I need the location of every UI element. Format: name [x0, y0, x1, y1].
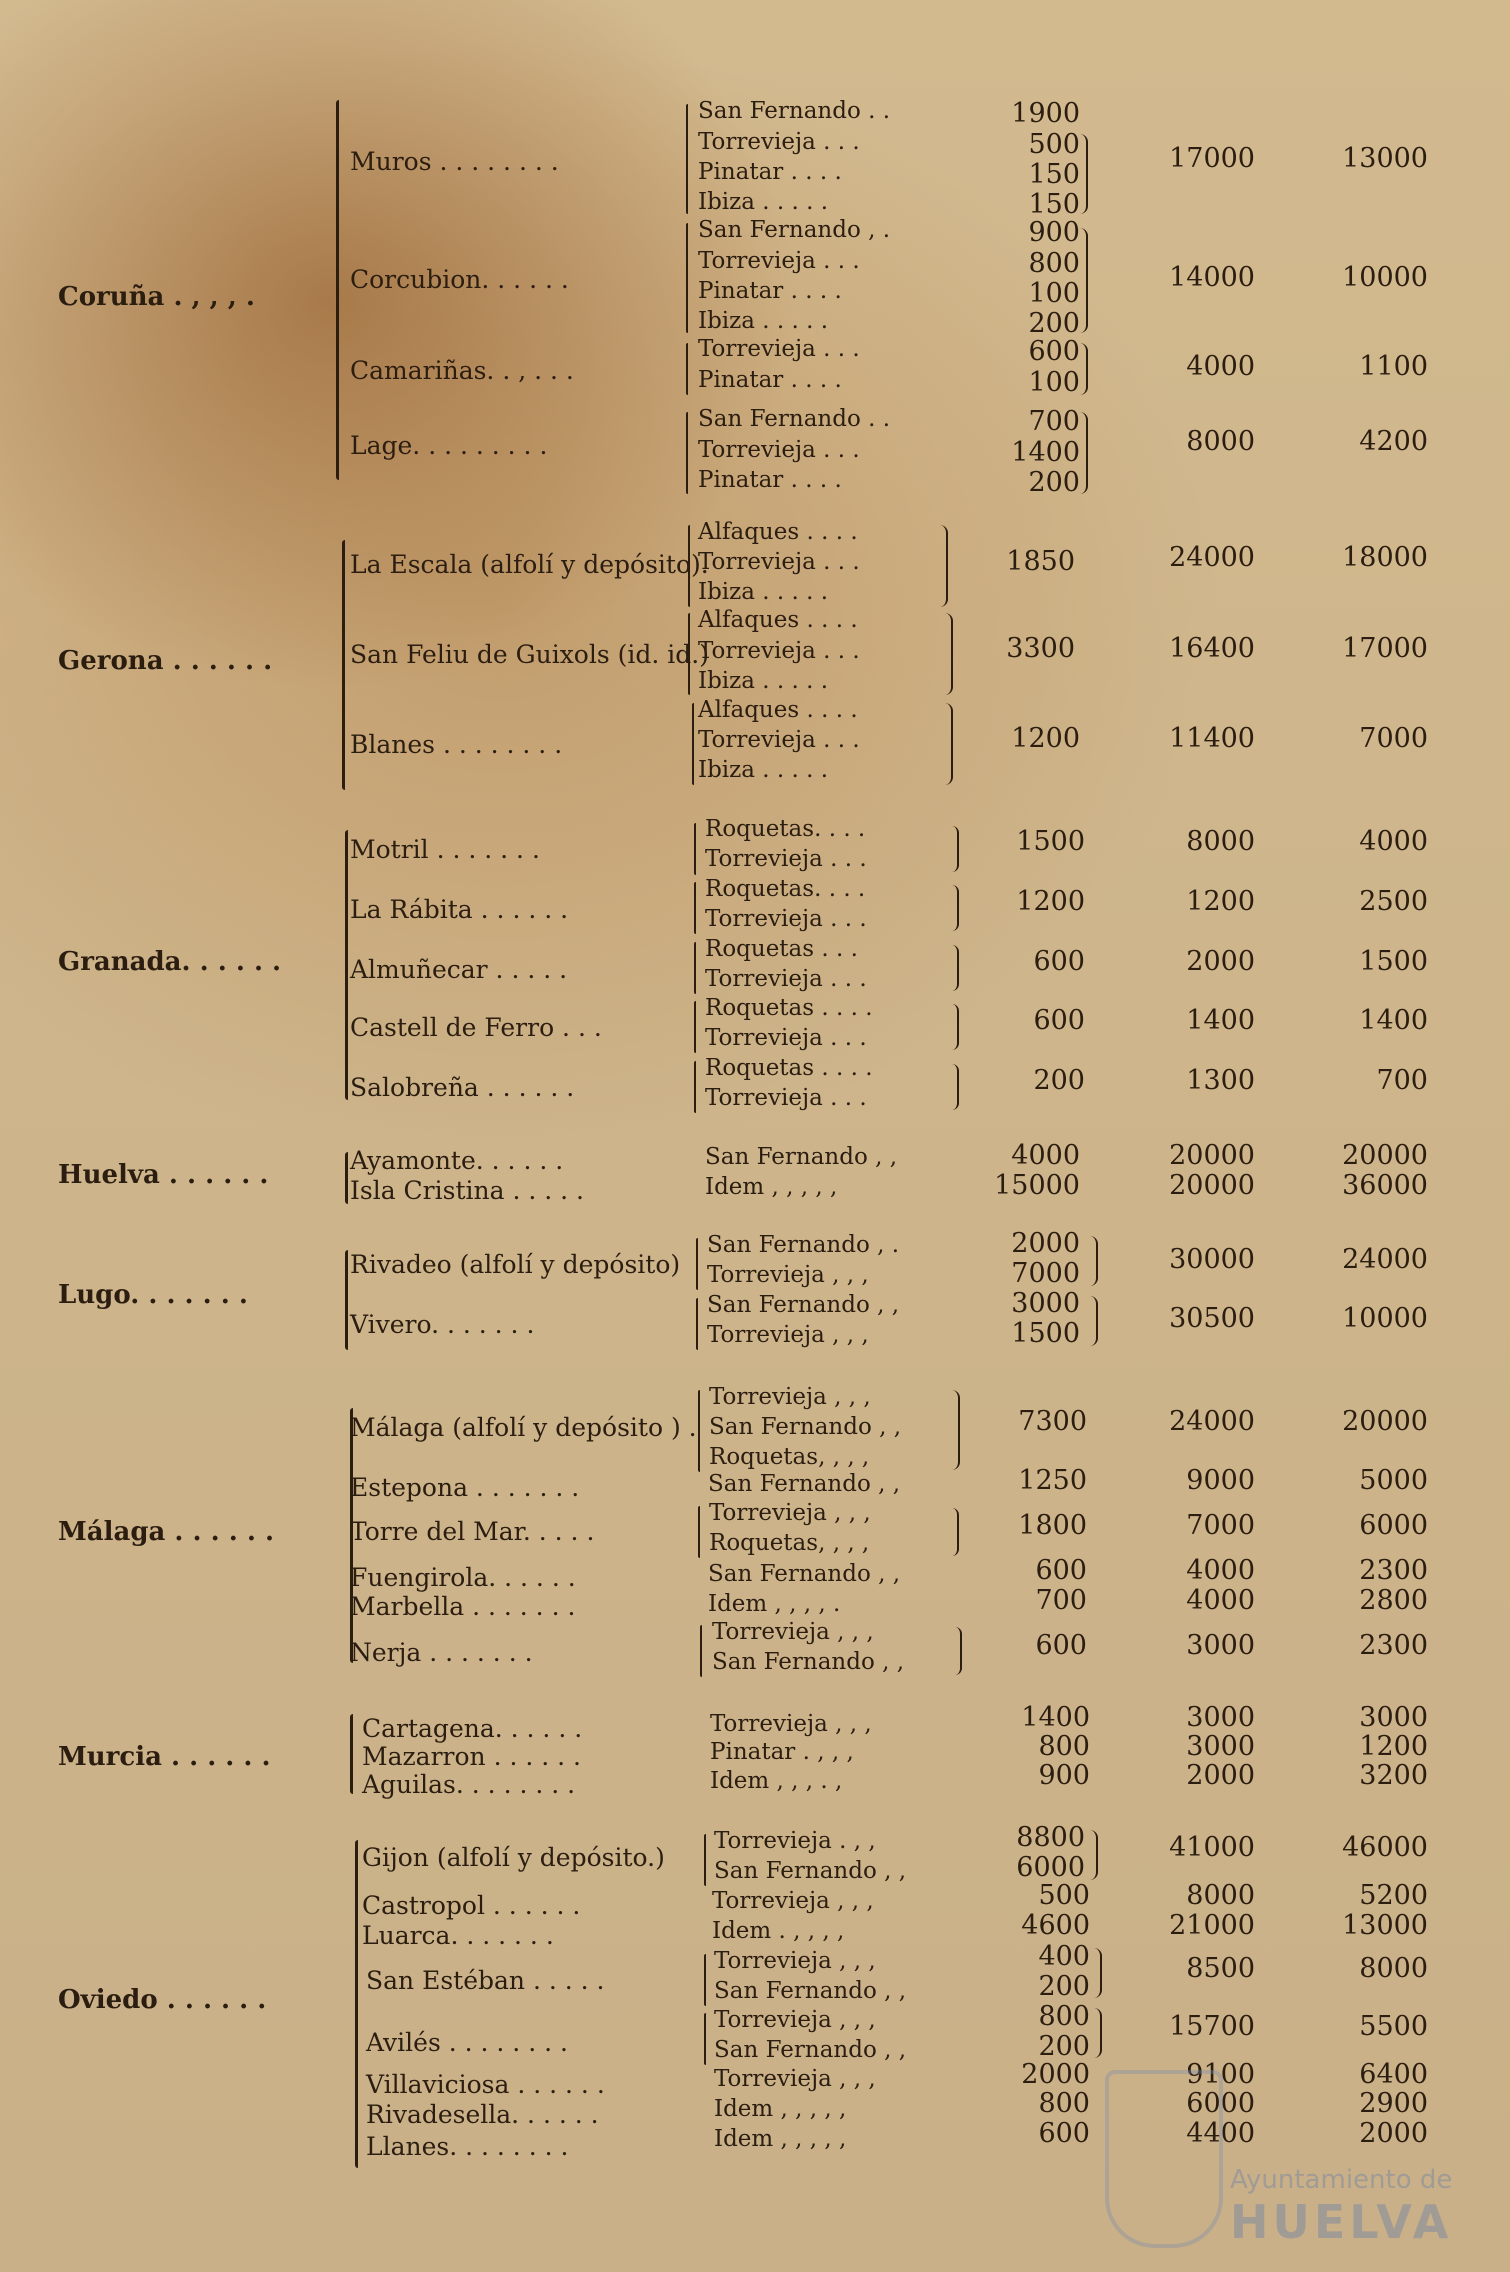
amount-value: 400: [1038, 1941, 1090, 1972]
source-brace: [686, 412, 688, 494]
source-name: Torrevieja . . .: [705, 906, 867, 932]
source-name: San Fernando . .: [698, 406, 891, 432]
value-column-2: 30000: [1169, 1244, 1255, 1275]
amount-value: 1200: [1016, 886, 1085, 917]
source-brace: [694, 942, 696, 994]
source-name: Torrevieja , , ,: [714, 2007, 876, 2033]
amount-value: 2000: [1011, 1228, 1080, 1259]
amount-value: 900: [1038, 1760, 1090, 1791]
value-column-2: 2000: [1186, 1760, 1255, 1791]
value-column-3: 6400: [1359, 2059, 1428, 2090]
amount-brace: [1090, 1830, 1098, 1880]
port-name: Torre del Mar. . . . .: [350, 1517, 595, 1546]
value-column-2: 3000: [1186, 1702, 1255, 1733]
source-name: San Fernando . .: [698, 98, 891, 124]
source-name: San Fernando , ,: [708, 1561, 901, 1587]
province-label: Lugo. . . . . . .: [58, 1280, 248, 1310]
source-name: Pinatar . . . .: [698, 159, 842, 185]
port-name: Castell de Ferro . . .: [350, 1013, 602, 1042]
source-name: Torrevieja . . .: [698, 336, 860, 362]
source-brace: [688, 525, 690, 607]
province-brace: [345, 1250, 348, 1350]
source-name: Ibiza . . . . .: [698, 668, 829, 694]
value-column-2: 21000: [1169, 1910, 1255, 1941]
value-column-3: 4200: [1359, 426, 1428, 457]
amount-brace: [1090, 1296, 1098, 1346]
source-name: Ibiza . . . . .: [698, 757, 829, 783]
province-brace: [336, 100, 339, 480]
source-name: Torrevieja . . .: [705, 1085, 867, 1111]
value-column-2: 1300: [1186, 1065, 1255, 1096]
value-column-3: 17000: [1342, 633, 1428, 664]
province-label: Huelva . . . . . .: [58, 1160, 269, 1190]
value-column-2: 4400: [1186, 2118, 1255, 2149]
source-name: Torrevieja . . .: [698, 638, 860, 664]
value-column-2: 11400: [1169, 723, 1255, 754]
source-name: San Fernando , ,: [707, 1292, 900, 1318]
value-column-3: 8000: [1359, 1953, 1428, 1984]
amount-value: 200: [1028, 308, 1080, 339]
source-name: Roquetas, , , ,: [709, 1444, 870, 1470]
amount-value: 800: [1028, 248, 1080, 279]
value-column-2: 8500: [1186, 1953, 1255, 1984]
province-label: Gerona . . . . . .: [58, 646, 273, 676]
value-column-2: 17000: [1169, 143, 1255, 174]
source-name: San Fernando , ,: [705, 1144, 898, 1170]
source-name: San Fernando , .: [707, 1232, 900, 1258]
source-name: Torrevieja . , ,: [714, 1828, 876, 1854]
port-name: La Rábita . . . . . .: [350, 895, 569, 924]
source-brace: [686, 104, 688, 214]
amount-value: 600: [1035, 1630, 1087, 1661]
source-brace: [698, 1506, 700, 1558]
source-name: San Fernando , ,: [709, 1414, 902, 1440]
amount-value: 1250: [1018, 1465, 1087, 1496]
amount-brace: [1090, 1236, 1098, 1286]
value-column-3: 46000: [1342, 1832, 1428, 1863]
amount-value: 200: [1028, 467, 1080, 498]
province-brace: [350, 1714, 353, 1794]
amount-value: 700: [1035, 1585, 1087, 1616]
source-name: Roquetas, , , ,: [709, 1530, 870, 1556]
amount-value: 200: [1038, 1971, 1090, 2002]
amount-value: 500: [1028, 129, 1080, 160]
province-label: Granada. . . . . .: [58, 947, 282, 977]
port-name: Cartagena. . . . . .: [362, 1714, 583, 1743]
value-column-2: 9100: [1186, 2059, 1255, 2090]
value-column-3: 4000: [1359, 826, 1428, 857]
port-name: Rivadeo (alfolí y depósito): [350, 1250, 681, 1279]
port-name: Isla Cristina . . . . .: [350, 1176, 584, 1205]
value-column-2: 8000: [1186, 826, 1255, 857]
amount-value: 100: [1028, 278, 1080, 309]
source-name: Pinatar . . . .: [698, 278, 842, 304]
port-name: Salobreña . . . . . .: [350, 1073, 575, 1102]
value-column-3: 1400: [1359, 1005, 1428, 1036]
amount-brace: [1080, 412, 1088, 494]
source-brace: [694, 882, 696, 934]
port-name: Almuñecar . . . . .: [350, 955, 568, 984]
value-column-3: 2300: [1359, 1555, 1428, 1586]
value-column-3: 7000: [1359, 723, 1428, 754]
source-name: San Fernando , ,: [714, 1858, 907, 1884]
value-column-2: 15700: [1169, 2011, 1255, 2042]
amount-value: 100: [1028, 367, 1080, 398]
value-column-2: 1200: [1186, 886, 1255, 917]
amount-value: 1400: [1011, 437, 1080, 468]
amount-value: 150: [1028, 159, 1080, 190]
amount-brace: [1080, 228, 1088, 333]
source-brace: [698, 1390, 700, 1472]
value-column-3: 3000: [1359, 1702, 1428, 1733]
value-column-3: 24000: [1342, 1244, 1428, 1275]
port-name: Muros . . . . . . . .: [350, 147, 559, 176]
source-name: Torrevieja . . .: [705, 1025, 867, 1051]
source-name: San Fernando , ,: [712, 1649, 905, 1675]
value-column-3: 2900: [1359, 2088, 1428, 2119]
value-column-2: 4000: [1186, 351, 1255, 382]
source-name: Torrevieja , , ,: [712, 1888, 874, 1914]
value-column-3: 36000: [1342, 1170, 1428, 1201]
value-column-3: 20000: [1342, 1406, 1428, 1437]
value-column-3: 5000: [1359, 1465, 1428, 1496]
watermark-line-1: Ayuntamiento de: [1230, 2165, 1453, 2195]
amount-value: 1850: [1006, 546, 1075, 577]
amount-value: 600: [1033, 1005, 1085, 1036]
province-label: Coruña . , , , .: [58, 282, 255, 312]
source-name: Torrevieja . . .: [698, 549, 860, 575]
coat-of-arms-icon: [1105, 2070, 1223, 2248]
value-column-3: 2000: [1359, 2118, 1428, 2149]
value-column-3: 5500: [1359, 2011, 1428, 2042]
source-brace: [696, 1238, 698, 1290]
value-column-2: 20000: [1169, 1140, 1255, 1171]
port-name: Villaviciosa . . . . . .: [366, 2070, 605, 2099]
source-name: Idem . , , , ,: [712, 1918, 845, 1944]
source-name: Torrevieja , , ,: [712, 1619, 874, 1645]
amount-value: 800: [1038, 2088, 1090, 2119]
port-name: San Estéban . . . . .: [366, 1966, 605, 1995]
value-column-3: 18000: [1342, 542, 1428, 573]
value-column-2: 3000: [1186, 1731, 1255, 1762]
amount-value: 4000: [1011, 1140, 1080, 1171]
amount-value: 2000: [1021, 2059, 1090, 2090]
source-name: Torrevieja , , ,: [709, 1500, 871, 1526]
amount-value: 1200: [1011, 723, 1080, 754]
port-name: Avilés . . . . . . . .: [366, 2028, 568, 2057]
port-name: Corcubion. . . . . .: [350, 265, 569, 294]
value-column-3: 10000: [1342, 262, 1428, 293]
source-name: Torrevieja , , ,: [714, 1948, 876, 1974]
source-brace: [688, 613, 690, 695]
source-name: Idem , , , , ,: [714, 2096, 847, 2122]
value-column-2: 9000: [1186, 1465, 1255, 1496]
value-column-2: 3000: [1186, 1630, 1255, 1661]
port-name: Málaga (alfolí y depósito ) .: [350, 1413, 697, 1442]
port-name: Luarca. . . . . . .: [362, 1921, 554, 1950]
value-column-2: 41000: [1169, 1832, 1255, 1863]
port-name: Marbella . . . . . . .: [350, 1592, 576, 1621]
source-name: Roquetas . . .: [705, 936, 858, 962]
port-name: Castropol . . . . . .: [362, 1891, 581, 1920]
port-name: Gijon (alfolí y depósito.): [362, 1843, 665, 1872]
amount-brace: [1094, 2008, 1102, 2058]
amount-brace: [1094, 1948, 1102, 1998]
source-brace: [704, 1954, 706, 2006]
port-name: Mazarron . . . . . .: [362, 1742, 581, 1771]
amount-value: 500: [1038, 1880, 1090, 1911]
value-column-3: 10000: [1342, 1303, 1428, 1334]
value-column-2: 1400: [1186, 1005, 1255, 1036]
value-column-3: 3200: [1359, 1760, 1428, 1791]
port-name: Llanes. . . . . . . .: [366, 2132, 569, 2161]
source-brace: [704, 1834, 706, 1886]
source-name: Torrevieja . . .: [698, 437, 860, 463]
watermark: [1105, 2050, 1505, 2250]
source-name: Ibiza . . . . .: [698, 308, 829, 334]
source-brace: [696, 1298, 698, 1350]
source-name: Ibiza . . . . .: [698, 189, 829, 215]
source-name: Torrevieja , , ,: [714, 2066, 876, 2092]
source-name: Roquetas. . . .: [705, 816, 866, 842]
source-name: Torrevieja . . .: [705, 846, 867, 872]
amount-value: 1900: [1011, 98, 1080, 129]
port-name: Vivero. . . . . . .: [350, 1310, 535, 1339]
amount-value: 150: [1028, 189, 1080, 220]
value-column-2: 4000: [1186, 1555, 1255, 1586]
value-column-2: 30500: [1169, 1303, 1255, 1334]
amount-value: 200: [1033, 1065, 1085, 1096]
value-column-3: 1500: [1359, 946, 1428, 977]
amount-brace: [1080, 134, 1088, 214]
source-name: Roquetas . . . .: [705, 995, 873, 1021]
province-label: Murcia . . . . . .: [58, 1742, 271, 1772]
amount-value: 900: [1028, 217, 1080, 248]
source-name: Idem , , , , .: [708, 1591, 841, 1617]
source-brace: [692, 703, 694, 785]
value-column-3: 2300: [1359, 1630, 1428, 1661]
source-name: Torrevieja . . .: [698, 248, 860, 274]
source-brace: [694, 1001, 696, 1053]
port-name: Blanes . . . . . . . .: [350, 730, 563, 759]
source-brace: [694, 823, 696, 875]
amount-value: 7300: [1018, 1406, 1087, 1437]
amount-value: 200: [1038, 2031, 1090, 2062]
value-column-3: 20000: [1342, 1140, 1428, 1171]
value-column-2: 8000: [1186, 426, 1255, 457]
port-name: Camariñas. . , . . .: [350, 356, 574, 385]
port-name: Ayamonte. . . . . .: [350, 1146, 564, 1175]
source-name: Torrevieja . . .: [698, 129, 860, 155]
value-column-3: 5200: [1359, 1880, 1428, 1911]
source-name: Idem , , , , ,: [714, 2126, 847, 2152]
source-name: Torrevieja , , ,: [707, 1322, 869, 1348]
watermark-line-2: HUELVA: [1230, 2195, 1453, 2249]
amount-value: 1800: [1018, 1510, 1087, 1541]
amount-value: 6000: [1016, 1852, 1085, 1883]
value-column-2: 24000: [1169, 542, 1255, 573]
amount-value: 4600: [1021, 1910, 1090, 1941]
source-name: Torrevieja . . .: [698, 727, 860, 753]
source-brace: [686, 223, 688, 333]
amount-value: 1500: [1011, 1318, 1080, 1349]
source-name: Roquetas . . . .: [705, 1055, 873, 1081]
source-name: San Fernando , ,: [714, 1978, 907, 2004]
source-brace: [694, 1061, 696, 1113]
source-name: Roquetas. . . .: [705, 876, 866, 902]
amount-value: 600: [1035, 1555, 1087, 1586]
value-column-3: 700: [1376, 1065, 1428, 1096]
province-brace: [342, 540, 345, 790]
province-label: Oviedo . . . . . .: [58, 1985, 267, 2015]
source-name: San Fernando , .: [698, 217, 891, 243]
value-column-2: 14000: [1169, 262, 1255, 293]
source-name: San Fernando , ,: [714, 2037, 907, 2063]
amount-value: 600: [1028, 336, 1080, 367]
value-column-2: 4000: [1186, 1585, 1255, 1616]
value-column-2: 8000: [1186, 1880, 1255, 1911]
amount-value: 800: [1038, 1731, 1090, 1762]
value-column-2: 2000: [1186, 946, 1255, 977]
amount-value: 700: [1028, 406, 1080, 437]
port-name: Aguilas. . . . . . . .: [362, 1770, 576, 1799]
port-name: Rivadesella. . . . . .: [366, 2100, 599, 2129]
port-name: Estepona . . . . . . .: [350, 1473, 580, 1502]
value-column-3: 1100: [1359, 351, 1428, 382]
port-name: Nerja . . . . . . .: [350, 1638, 533, 1667]
value-column-2: 7000: [1186, 1510, 1255, 1541]
source-name: Idem , , , . ,: [710, 1768, 843, 1794]
amount-value: 8800: [1016, 1822, 1085, 1853]
source-name: Pinatar . . . .: [698, 367, 842, 393]
port-name: Motril . . . . . . .: [350, 835, 540, 864]
value-column-2: 16400: [1169, 633, 1255, 664]
value-column-3: 13000: [1342, 1910, 1428, 1941]
value-column-3: 13000: [1342, 143, 1428, 174]
amount-value: 1500: [1016, 826, 1085, 857]
province-brace: [355, 1840, 358, 2168]
amount-value: 15000: [994, 1170, 1080, 1201]
value-column-3: 2500: [1359, 886, 1428, 917]
value-column-3: 1200: [1359, 1731, 1428, 1762]
source-name: Pinatar . . . .: [698, 467, 842, 493]
source-name: Alfaques . . . .: [698, 697, 858, 723]
port-name: San Feliu de Guixols (id. id.): [350, 640, 709, 669]
source-name: Torrevieja , , ,: [710, 1711, 872, 1737]
province-brace: [345, 830, 348, 1100]
source-name: San Fernando , ,: [708, 1471, 901, 1497]
value-column-2: 20000: [1169, 1170, 1255, 1201]
port-name: Lage. . . . . . . . .: [350, 431, 548, 460]
amount-value: 800: [1038, 2001, 1090, 2032]
source-brace: [700, 1625, 702, 1677]
source-name: Idem , , , , ,: [705, 1174, 838, 1200]
value-column-3: 6000: [1359, 1510, 1428, 1541]
amount-value: 1400: [1021, 1702, 1090, 1733]
value-column-3: 2800: [1359, 1585, 1428, 1616]
source-name: Alfaques . . . .: [698, 519, 858, 545]
value-column-2: 6000: [1186, 2088, 1255, 2119]
amount-value: 600: [1033, 946, 1085, 977]
amount-value: 7000: [1011, 1258, 1080, 1289]
province-brace: [345, 1152, 348, 1204]
amount-brace: [1080, 343, 1088, 395]
amount-value: 3000: [1011, 1288, 1080, 1319]
amount-value: 600: [1038, 2118, 1090, 2149]
source-name: Alfaques . . . .: [698, 607, 858, 633]
port-name: Fuengirola. . . . . .: [350, 1563, 576, 1592]
province-label: Málaga . . . . . .: [58, 1517, 274, 1547]
source-name: Pinatar . , , ,: [710, 1739, 854, 1765]
source-name: Torrevieja , , ,: [709, 1384, 871, 1410]
amount-value: 3300: [1006, 633, 1075, 664]
value-column-2: 24000: [1169, 1406, 1255, 1437]
source-name: Torrevieja . . .: [705, 966, 867, 992]
source-name: Torrevieja , , ,: [707, 1262, 869, 1288]
port-name: La Escala (alfolí y depósito).: [350, 550, 709, 579]
source-brace: [704, 2013, 706, 2065]
source-name: Ibiza . . . . .: [698, 579, 829, 605]
source-brace: [686, 343, 688, 395]
